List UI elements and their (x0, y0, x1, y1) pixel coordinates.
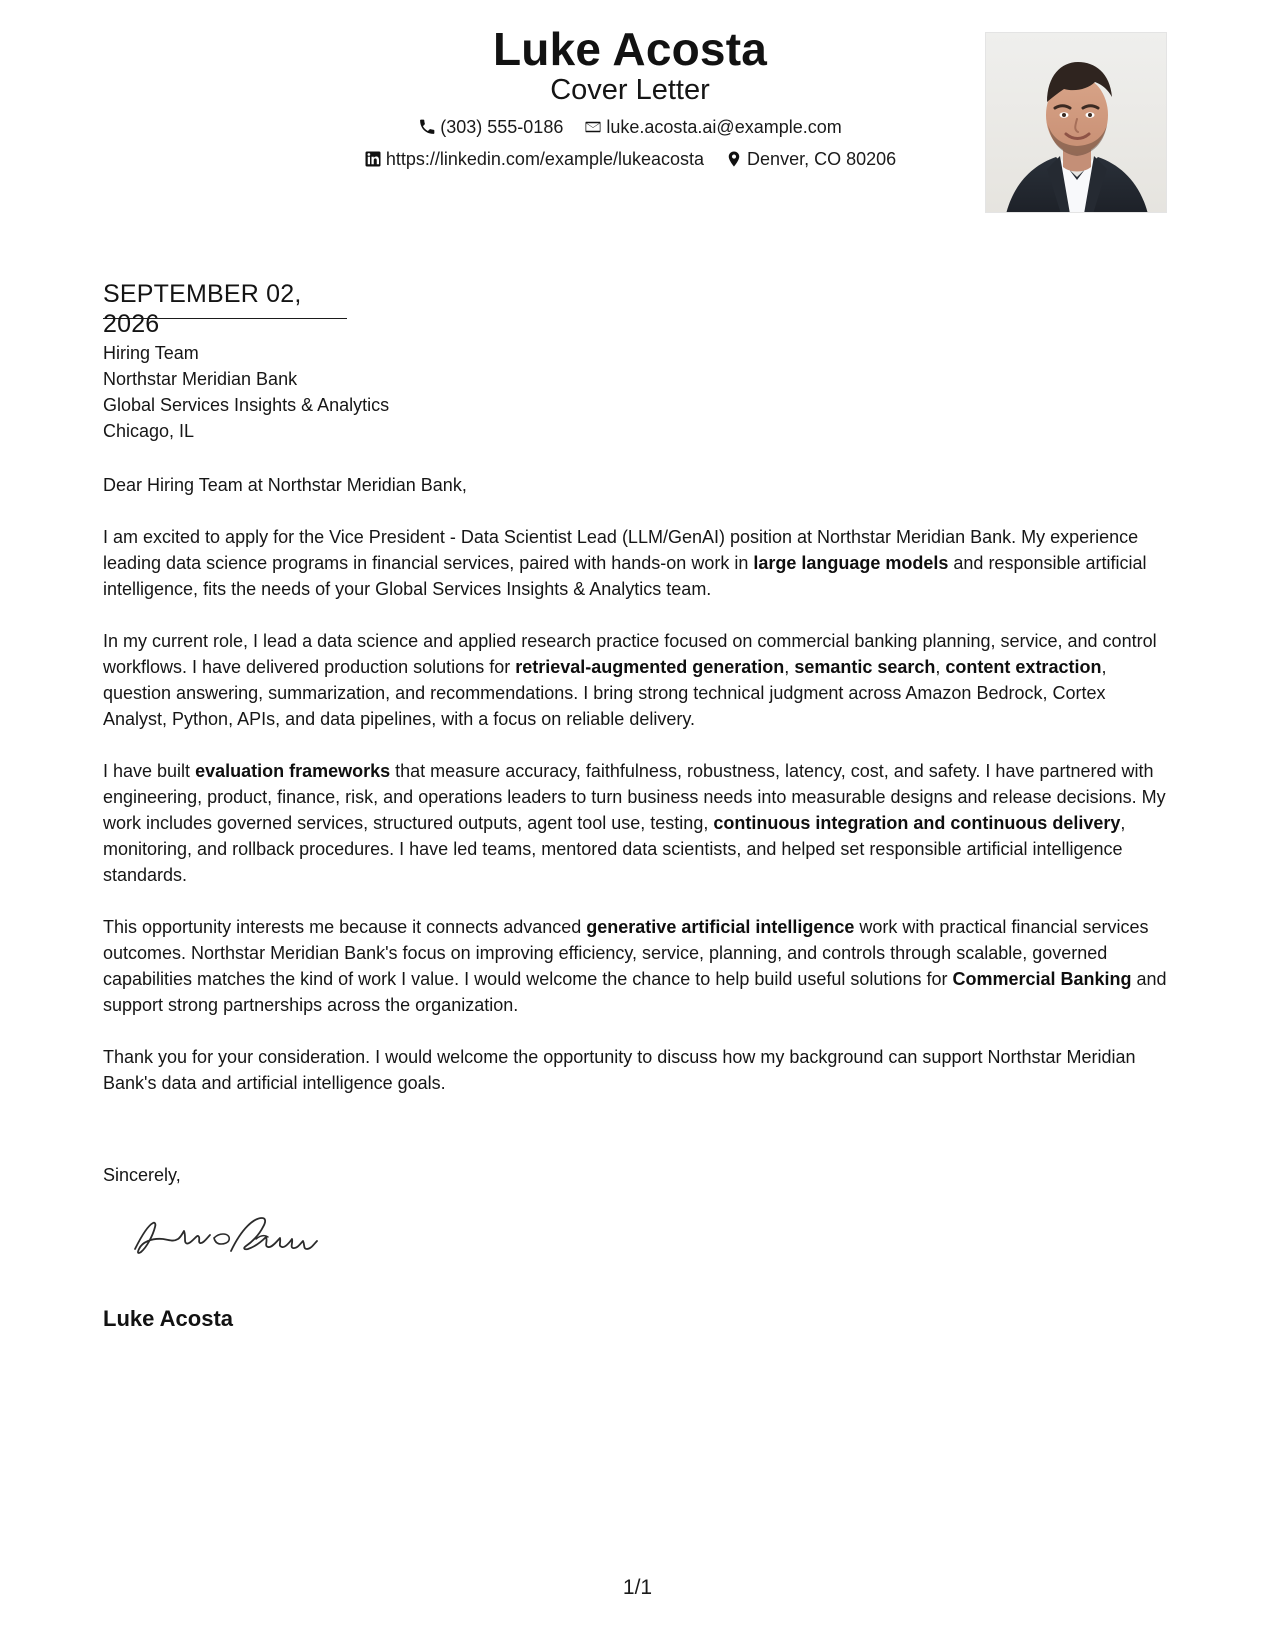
recipient-address (103, 340, 1173, 444)
paragraph-2-text-a: In my current role, I lead a data science and applied research practice focused on commercial banking planning, service, and control workflows. I have delivered production solutions for (103, 631, 1157, 677)
recipient-line-3: Global Services Insights & Analytics (103, 395, 390, 415)
linkedin-icon (364, 150, 382, 168)
paragraph-4-text-b: work with practical financial services outcomes. Northstar Meridian Bank's focus on improving efficiency, service, planning, and controls through scalable, governed capabilities matches the kind of work I value. I would welcome the chance to help build useful solutions for (103, 917, 1149, 989)
email-text: luke.acosta.ai@example.com (606, 117, 842, 138)
applicant-name-title: Luke Acosta (492, 23, 768, 75)
paragraph-4-text-a: This opportunity interests me because it connects advanced (103, 917, 587, 937)
paragraph-4-highlight-1: generative artificial intelligence (586, 917, 855, 937)
signature-image (128, 1211, 348, 1267)
paragraph-1-highlight: large language models (753, 553, 949, 573)
body-paragraph-5: Thank you for your consideration. I would welcome the opportunity to discuss how my background can support Northstar Meridian Bank's data and artificial intelligence goals. (103, 1047, 1136, 1093)
body-paragraph-4 (103, 914, 1173, 1018)
paragraph-1-text-a: I am excited to apply for the Vice President - Data Scientist Lead (LLM/GenAI) position at Northstar Meridian Bank. My experience leading data science programs in financial services, paired with hands-on work in (103, 527, 1139, 573)
linkedin-contact (364, 147, 704, 171)
paragraph-2-separator-1: , (784, 657, 795, 677)
header (0, 22, 1275, 242)
closing: Sincerely, (103, 1165, 181, 1185)
paragraph-1-text-b: and responsible artificial intelligence, fits the needs of your Global Services Insights & Analytics team. (103, 553, 1147, 599)
letter-date: SEPTEMBER 02, 2026 (103, 280, 302, 338)
paragraph-2-highlight-1: retrieval-augmented generation (515, 657, 785, 677)
paragraph-3-highlight-2: continuous integration and continuous delivery (713, 813, 1121, 833)
paragraph-2-text-b: , question answering, summarization, and recommendations. I bring strong technical judgment across Amazon Bedrock, Cortex Analyst, Python, APIs, and data pipelines, with a focus on reliable delivery. (103, 657, 1107, 729)
paragraph-3-text-a: I have built (103, 761, 196, 781)
recipient-line-1: Hiring Team (103, 343, 199, 363)
paragraph-3-highlight-1: evaluation frameworks (195, 761, 391, 781)
paragraph-2-separator-2: , (935, 657, 946, 677)
recipient-line-2: Northstar Meridian Bank (103, 369, 298, 389)
letter-date-block (103, 279, 347, 338)
recipient-line-4: Chicago, IL (103, 421, 195, 441)
linkedin-text: https://linkedin.com/example/lukeacosta (385, 149, 705, 170)
salutation: Dear Hiring Team at Northstar Meridian Bank, (103, 475, 467, 495)
email-contact (584, 115, 841, 139)
document-title: Cover Letter (550, 74, 710, 106)
phone-contact (418, 115, 563, 139)
location-text: Denver, CO 80206 (747, 149, 897, 170)
paragraph-4-text-c: and support strong partnerships across the organization. (103, 969, 1167, 1015)
phone-text: (303) 555-0186 (440, 117, 564, 138)
paragraph-2-highlight-2: semantic search (794, 657, 936, 677)
body-paragraph-2 (103, 628, 1173, 732)
paragraph-3-text-c: , monitoring, and rollback procedures. I have led teams, mentored data scientists, and helped set responsible artificial intelligence standards. (103, 813, 1126, 885)
signed-name: Luke Acosta (103, 1306, 234, 1331)
phone-icon (418, 118, 436, 136)
profile-photo (985, 32, 1167, 213)
email-icon (584, 118, 602, 136)
paragraph-4-highlight-2: Commercial Banking (952, 969, 1132, 989)
page-number: 1/1 (622, 1576, 653, 1599)
paragraph-3-text-b: that measure accuracy, faithfulness, robustness, latency, cost, and safety. I have partnered with engineering, product, finance, risk, and operations leaders to turn business needs into measurable designs and release decisions. My work includes governed services, structured outputs, agent tool use, testing, (103, 761, 1166, 833)
body-paragraph-1 (103, 524, 1173, 602)
body-paragraph-3 (103, 758, 1173, 888)
letter-body (103, 340, 1173, 1096)
location-contact (725, 147, 896, 171)
location-pin-icon (725, 150, 743, 168)
paragraph-2-highlight-3: content extraction (945, 657, 1102, 677)
